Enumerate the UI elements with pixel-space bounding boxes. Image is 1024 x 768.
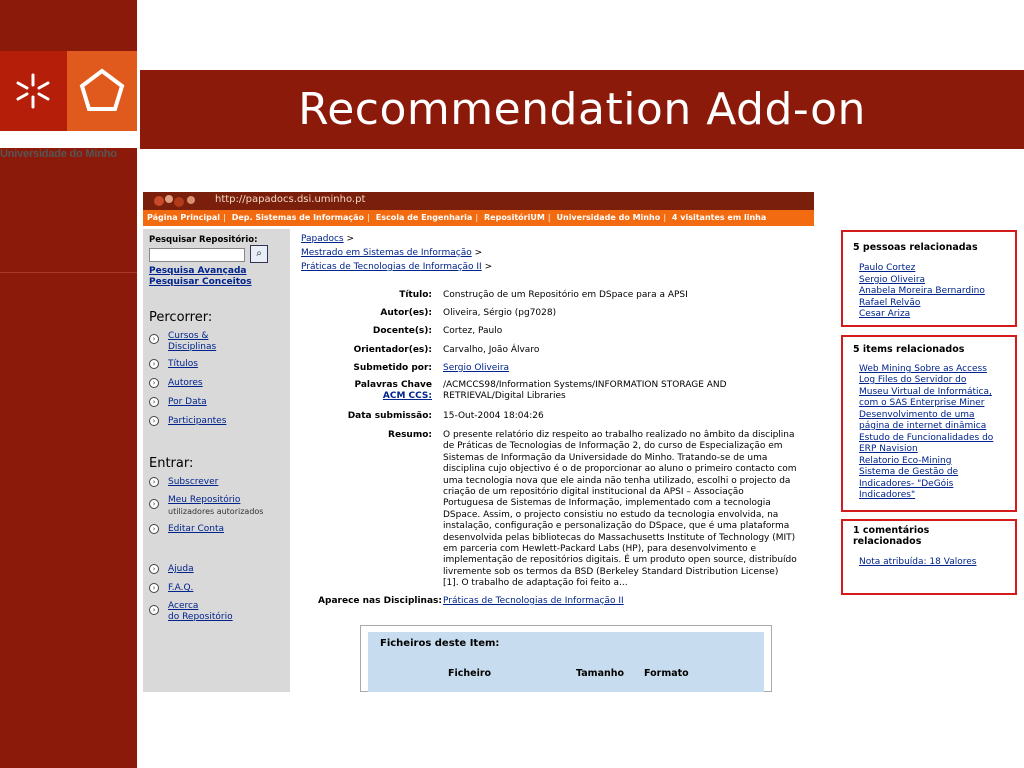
divider [0, 272, 137, 273]
slide-title: Recommendation Add-on [298, 84, 866, 135]
breadcrumb-papadocs[interactable]: Papadocs [301, 234, 344, 244]
related-person-link[interactable]: Anabela Moreira Bernardino [859, 286, 985, 296]
nav-item-repositorium[interactable]: RepositóriUM [484, 213, 545, 222]
search-input[interactable] [149, 248, 245, 262]
enter-heading: Entrar: [149, 456, 194, 471]
arrow-circle-icon: › [149, 359, 159, 369]
arrow-circle-icon: › [149, 583, 159, 593]
breadcrumb-masters[interactable]: Mestrado em Sistemas de Informação [301, 248, 472, 258]
keywords-label: Palavras Chave [354, 380, 432, 390]
arrow-circle-icon: › [149, 524, 159, 534]
screenshot-frame [143, 192, 814, 692]
related-item-link[interactable]: Indicadores" [859, 490, 916, 500]
nav-item-home[interactable]: Página Principal [147, 213, 220, 222]
related-item-link[interactable]: Museu Virtual de Informática, [859, 387, 992, 397]
related-items-title: 5 items relacionados [853, 344, 965, 355]
related-item-link[interactable]: ERP Navision [859, 444, 918, 454]
related-item-link[interactable]: com o SAS Enterprise Miner [859, 398, 985, 408]
author-value: Oliveira, Sérgio (pg7028) [443, 308, 557, 318]
title-value: Construção de um Repositório em DSpace para a APSI [443, 290, 688, 300]
arrow-circle-icon: › [149, 605, 159, 615]
advanced-search-link[interactable]: Pesquisa Avançada [149, 266, 247, 276]
related-people-title: 5 pessoas relacionadas [853, 242, 978, 253]
related-comments-title-line2: relacionados [853, 536, 922, 547]
about-link[interactable]: Acerca [168, 601, 199, 611]
courses-label: Aparece nas Disciplinas: [318, 596, 442, 606]
breadcrumb: Papadocs > [301, 234, 355, 244]
files-title: Ficheiros deste Item: [380, 638, 500, 649]
keywords-line-1: /ACMCCS98/Information Systems/INFORMATION STORAGE AND [443, 380, 727, 390]
about-link-line2[interactable]: do Repositório [168, 612, 233, 622]
papadocs-logo-icon [147, 193, 207, 209]
arrow-circle-icon: › [149, 334, 159, 344]
abstract-text: O presente relatório diz respeito ao trabalho realizado no âmbito da disciplina de Práticas de Tecnologias de Informação 2, do curso de Especialização em Sistemas de Informação da Universidade do Minho. Tratando-se de uma disciplina cujo objectivo é o de proporcionar ao aluno o primeiro contacto com uma tecnologia nova que ele ainda não tenha utilizado, escolhi o projecto da criação de um repositório digital institucional da APSI – Associação Portuguesa de Sistemas de Informação, implementado com a tecnologia DSpace. Assim, o projecto consistiu no estudo da tecnologia envolvida, na instalação, configuração e personalização do DSpace, que é uma plataforma desenvolvida pelas bibliotecas do Massachusetts Institute of Technology (MIT) em parceria com Hewlett-Packard Labs (HP), para desenvolvimento e implementação de repositórios digitais. É um produto open source, distribuído livremente sob os termos da BSD (Berkeley Standard Distribution License) [1]. O trabalho de adaptação foi feito a... [443, 430, 797, 589]
arrow-circle-icon: › [149, 499, 159, 509]
related-item-link[interactable]: Log Files do Servidor do [859, 375, 967, 385]
browse-participants-link[interactable]: Participantes [168, 416, 227, 426]
related-people-panel [841, 230, 1017, 327]
nav-bar: Página Principal | Dep. Sistemas de Informação | Escola de Engenharia | RepositóriUM | Universidade do Minho | 4 visitantes em linha [143, 210, 814, 226]
browse-courses-link-line2[interactable]: Disciplinas [168, 342, 217, 352]
author-label: Autor(es): [380, 308, 432, 318]
related-items-panel [841, 335, 1017, 512]
files-table [360, 625, 772, 692]
browse-date-link[interactable]: Por Data [168, 397, 207, 407]
site-url: http://papadocs.dsi.uminho.pt [215, 194, 366, 205]
abstract-label: Resumo: [388, 430, 432, 440]
search-icon: ⌕ [256, 248, 262, 259]
advisor-value: Carvalho, João Álvaro [443, 345, 540, 355]
related-comments-panel [841, 519, 1017, 595]
browse-titles-link[interactable]: Títulos [168, 359, 198, 369]
comment-link[interactable]: Nota atribuída: 18 Valores [859, 557, 977, 567]
column-size: Tamanho [576, 668, 625, 679]
related-item-link[interactable]: página de internet dinâmica [859, 421, 987, 431]
files-table-body [368, 632, 764, 692]
nav-item-engineering[interactable]: Escola de Engenharia [375, 213, 473, 222]
nav-item-university[interactable]: Universidade do Minho [556, 213, 661, 222]
breadcrumb-course[interactable]: Práticas de Tecnologias de Informação II [301, 262, 482, 272]
concept-search-link[interactable]: Pesquisar Conceitos [149, 277, 252, 287]
advisor-label: Orientador(es): [353, 345, 432, 355]
related-item-link[interactable]: Indicadores- "DeGóis [859, 479, 954, 489]
my-repository-note: utilizadores autorizados [168, 507, 264, 516]
related-person-link[interactable]: Paulo Cortez [859, 263, 916, 273]
help-link[interactable]: Ajuda [168, 564, 194, 574]
related-item-link[interactable]: Desenvolvimento de uma [859, 410, 975, 420]
faq-link[interactable]: F.A.Q. [168, 583, 194, 593]
related-person-link[interactable]: Rafael Relvão [859, 298, 921, 308]
acm-ccs-link[interactable]: ACM CCS: [382, 391, 432, 401]
browse-authors-link[interactable]: Autores [168, 378, 203, 388]
university-logo-pentagon-icon [67, 51, 137, 131]
university-name: Universidade do Minho [0, 148, 117, 160]
related-item-link[interactable]: Estudo de Funcionalidades do [859, 433, 994, 443]
related-item-link[interactable]: Web Mining Sobre as Access [859, 364, 987, 374]
related-comments-title: 1 comentários [853, 525, 930, 536]
breadcrumb: Mestrado em Sistemas de Informação > [301, 248, 483, 258]
visitor-count: 4 visitantes em linha [671, 213, 767, 222]
search-label: Pesquisar Repositório: [149, 235, 258, 245]
related-item-link[interactable]: Sistema de Gestão de [859, 467, 959, 477]
related-person-link[interactable]: Cesar Ariza [859, 309, 911, 319]
nav-item-dsi[interactable]: Dep. Sistemas de Informação [231, 213, 365, 222]
teacher-label: Docente(s): [372, 326, 432, 336]
column-format: Formato [644, 668, 689, 679]
submitter-label: Submetido por: [353, 363, 432, 373]
submitter-link[interactable]: Sergio Oliveira [443, 363, 510, 373]
arrow-circle-icon: › [149, 477, 159, 487]
related-person-link[interactable]: Sergio Oliveira [859, 275, 926, 285]
date-label: Data submissão: [347, 411, 432, 421]
arrow-circle-icon: › [149, 564, 159, 574]
university-logo-star-icon [0, 51, 67, 131]
subscribe-link[interactable]: Subscrever [168, 477, 219, 487]
related-item-link[interactable]: Relatorio Eco-Mining [859, 456, 952, 466]
arrow-circle-icon: › [149, 397, 159, 407]
search-button[interactable] [250, 245, 268, 263]
edit-account-link[interactable]: Editar Conta [168, 524, 225, 534]
course-link[interactable]: Práticas de Tecnologias de Informação II [443, 596, 624, 606]
title-label: Título: [399, 290, 432, 300]
breadcrumb: Práticas de Tecnologias de Informação II > [301, 262, 493, 272]
date-value: 15-Out-2004 18:04:26 [443, 411, 544, 421]
teacher-value: Cortez, Paulo [443, 326, 503, 336]
keywords-line-2: RETRIEVAL/Digital Libraries [443, 391, 566, 401]
column-file: Ficheiro [448, 668, 492, 679]
site-header [143, 192, 814, 210]
my-repository-link[interactable]: Meu Repositório [168, 495, 241, 505]
browse-heading: Percorrer: [149, 310, 213, 325]
arrow-circle-icon: › [149, 416, 159, 426]
browse-courses-link[interactable]: Cursos & [168, 331, 209, 341]
arrow-circle-icon: › [149, 378, 159, 388]
